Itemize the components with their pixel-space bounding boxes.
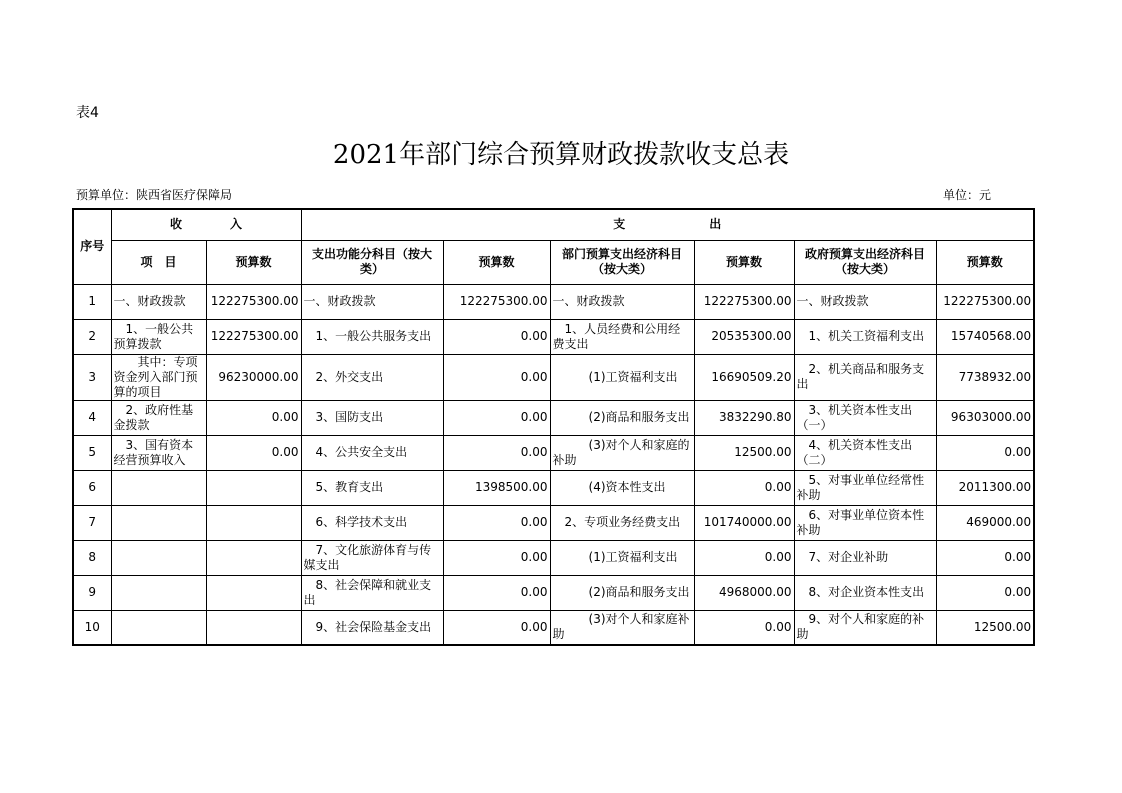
header-gov-econ-subject: 政府预算支出经济科目（按大类） bbox=[794, 240, 936, 284]
budget-table bbox=[72, 208, 1035, 646]
dept-subject-cell: (1)工资福利支出 bbox=[550, 354, 694, 400]
gov-subject-cell: 2、机关商品和服务支出 bbox=[794, 354, 936, 400]
income-amount-cell: 122275300.00 bbox=[206, 319, 301, 354]
seq-cell: 1 bbox=[73, 284, 111, 319]
gov-subject-cell: 5、对事业单位经常性补助 bbox=[794, 470, 936, 505]
seq-cell: 9 bbox=[73, 575, 111, 610]
seq-cell: 7 bbox=[73, 505, 111, 540]
func-subject-cell: 6、科学技术支出 bbox=[301, 505, 443, 540]
gov-amount-cell: 0.00 bbox=[936, 435, 1034, 470]
dept-subject-cell: 一、财政拨款 bbox=[550, 284, 694, 319]
dept-subject-cell: (2)商品和服务支出 bbox=[550, 575, 694, 610]
header-row-columns bbox=[73, 240, 1034, 284]
table-row bbox=[73, 470, 1034, 505]
header-func-subject: 支出功能分科目（按大类） bbox=[301, 240, 443, 284]
dept-amount-cell: 16690509.20 bbox=[694, 354, 794, 400]
gov-amount-cell: 0.00 bbox=[936, 540, 1034, 575]
func-subject-cell: 一、财政拨款 bbox=[301, 284, 443, 319]
seq-cell: 2 bbox=[73, 319, 111, 354]
dept-amount-cell: 0.00 bbox=[694, 610, 794, 645]
income-amount-cell bbox=[206, 610, 301, 645]
func-amount-cell: 122275300.00 bbox=[443, 284, 550, 319]
header-func-budget: 预算数 bbox=[443, 240, 550, 284]
dept-subject-cell: 1、人员经费和公用经费支出 bbox=[550, 319, 694, 354]
gov-amount-cell: 96303000.00 bbox=[936, 400, 1034, 435]
table-row bbox=[73, 505, 1034, 540]
dept-subject-cell: (1)工资福利支出 bbox=[550, 540, 694, 575]
func-amount-cell: 1398500.00 bbox=[443, 470, 550, 505]
income-item-cell: 一、财政拨款 bbox=[111, 284, 206, 319]
income-amount-cell bbox=[206, 540, 301, 575]
gov-amount-cell: 2011300.00 bbox=[936, 470, 1034, 505]
seq-cell: 4 bbox=[73, 400, 111, 435]
gov-amount-cell: 12500.00 bbox=[936, 610, 1034, 645]
income-amount-cell bbox=[206, 575, 301, 610]
gov-amount-cell: 15740568.00 bbox=[936, 319, 1034, 354]
header-gov-budget: 预算数 bbox=[936, 240, 1034, 284]
currency-unit-label: 单位：元 bbox=[943, 188, 992, 202]
gov-subject-cell: 8、对企业资本性支出 bbox=[794, 575, 936, 610]
table-row bbox=[73, 284, 1034, 319]
income-amount-cell bbox=[206, 470, 301, 505]
income-amount-cell: 122275300.00 bbox=[206, 284, 301, 319]
income-item-cell: 其中：专项资金列入部门预算的项目 bbox=[111, 354, 206, 400]
dept-subject-cell: (2)商品和服务支出 bbox=[550, 400, 694, 435]
dept-amount-cell: 4968000.00 bbox=[694, 575, 794, 610]
func-amount-cell: 0.00 bbox=[443, 575, 550, 610]
func-subject-cell: 2、外交支出 bbox=[301, 354, 443, 400]
func-amount-cell: 0.00 bbox=[443, 540, 550, 575]
seq-cell: 8 bbox=[73, 540, 111, 575]
gov-subject-cell: 6、对事业单位资本性补助 bbox=[794, 505, 936, 540]
income-item-cell bbox=[111, 540, 206, 575]
gov-subject-cell: 1、机关工资福利支出 bbox=[794, 319, 936, 354]
dept-amount-cell: 0.00 bbox=[694, 540, 794, 575]
func-amount-cell: 0.00 bbox=[443, 610, 550, 645]
income-amount-cell: 0.00 bbox=[206, 400, 301, 435]
dept-amount-cell: 20535300.00 bbox=[694, 319, 794, 354]
dept-amount-cell: 12500.00 bbox=[694, 435, 794, 470]
gov-subject-cell: 3、机关资本性支出（一） bbox=[794, 400, 936, 435]
func-subject-cell: 5、教育支出 bbox=[301, 470, 443, 505]
income-item-cell: 1、一般公共预算拨款 bbox=[111, 319, 206, 354]
dept-amount-cell: 3832290.80 bbox=[694, 400, 794, 435]
header-expense: 支 出 bbox=[301, 209, 1034, 240]
header-item: 项 目 bbox=[111, 240, 206, 284]
income-item-cell: 3、国有资本经营预算收入 bbox=[111, 435, 206, 470]
table-row bbox=[73, 435, 1034, 470]
func-subject-cell: 3、国防支出 bbox=[301, 400, 443, 435]
table-row bbox=[73, 540, 1034, 575]
table-row bbox=[73, 610, 1034, 645]
income-item-cell bbox=[111, 610, 206, 645]
budget-unit-label: 预算单位：陕西省医疗保障局 bbox=[76, 188, 233, 202]
func-amount-cell: 0.00 bbox=[443, 354, 550, 400]
income-item-cell bbox=[111, 575, 206, 610]
header-income-budget: 预算数 bbox=[206, 240, 301, 284]
func-amount-cell: 0.00 bbox=[443, 319, 550, 354]
gov-amount-cell: 469000.00 bbox=[936, 505, 1034, 540]
gov-amount-cell: 122275300.00 bbox=[936, 284, 1034, 319]
func-subject-cell: 4、公共安全支出 bbox=[301, 435, 443, 470]
gov-subject-cell: 4、机关资本性支出（二） bbox=[794, 435, 936, 470]
header-income: 收 入 bbox=[111, 209, 301, 240]
func-subject-cell: 8、社会保障和就业支出 bbox=[301, 575, 443, 610]
seq-cell: 10 bbox=[73, 610, 111, 645]
gov-subject-cell: 7、对企业补助 bbox=[794, 540, 936, 575]
header-dept-budget: 预算数 bbox=[694, 240, 794, 284]
dept-subject-cell: (3)对个人和家庭补助 bbox=[550, 610, 694, 645]
func-amount-cell: 0.00 bbox=[443, 400, 550, 435]
func-subject-cell: 1、一般公共服务支出 bbox=[301, 319, 443, 354]
income-amount-cell bbox=[206, 505, 301, 540]
dept-amount-cell: 122275300.00 bbox=[694, 284, 794, 319]
func-subject-cell: 7、文化旅游体育与传媒支出 bbox=[301, 540, 443, 575]
table-row bbox=[73, 575, 1034, 610]
dept-subject-cell: 2、专项业务经费支出 bbox=[550, 505, 694, 540]
gov-subject-cell: 一、财政拨款 bbox=[794, 284, 936, 319]
seq-cell: 5 bbox=[73, 435, 111, 470]
func-subject-cell: 9、社会保险基金支出 bbox=[301, 610, 443, 645]
page-title: 2021年部门综合预算财政拨款收支总表 bbox=[332, 140, 790, 170]
dept-subject-cell: (3)对个人和家庭的补助 bbox=[550, 435, 694, 470]
income-item-cell bbox=[111, 470, 206, 505]
gov-subject-cell: 9、对个人和家庭的补助 bbox=[794, 610, 936, 645]
income-item-cell bbox=[111, 505, 206, 540]
header-dept-econ-subject: 部门预算支出经济科目（按大类） bbox=[550, 240, 694, 284]
seq-cell: 6 bbox=[73, 470, 111, 505]
seq-cell: 3 bbox=[73, 354, 111, 400]
gov-amount-cell: 0.00 bbox=[936, 575, 1034, 610]
gov-amount-cell: 7738932.00 bbox=[936, 354, 1034, 400]
income-amount-cell: 96230000.00 bbox=[206, 354, 301, 400]
header-row-group bbox=[73, 209, 1034, 240]
dept-amount-cell: 0.00 bbox=[694, 470, 794, 505]
table-number-label: 表4 bbox=[76, 105, 99, 121]
table-row bbox=[73, 400, 1034, 435]
table-row bbox=[73, 319, 1034, 354]
income-amount-cell: 0.00 bbox=[206, 435, 301, 470]
dept-subject-cell: (4)资本性支出 bbox=[550, 470, 694, 505]
func-amount-cell: 0.00 bbox=[443, 435, 550, 470]
income-item-cell: 2、政府性基金拨款 bbox=[111, 400, 206, 435]
func-amount-cell: 0.00 bbox=[443, 505, 550, 540]
dept-amount-cell: 101740000.00 bbox=[694, 505, 794, 540]
table-row bbox=[73, 354, 1034, 400]
header-seq: 序号 bbox=[73, 209, 111, 284]
